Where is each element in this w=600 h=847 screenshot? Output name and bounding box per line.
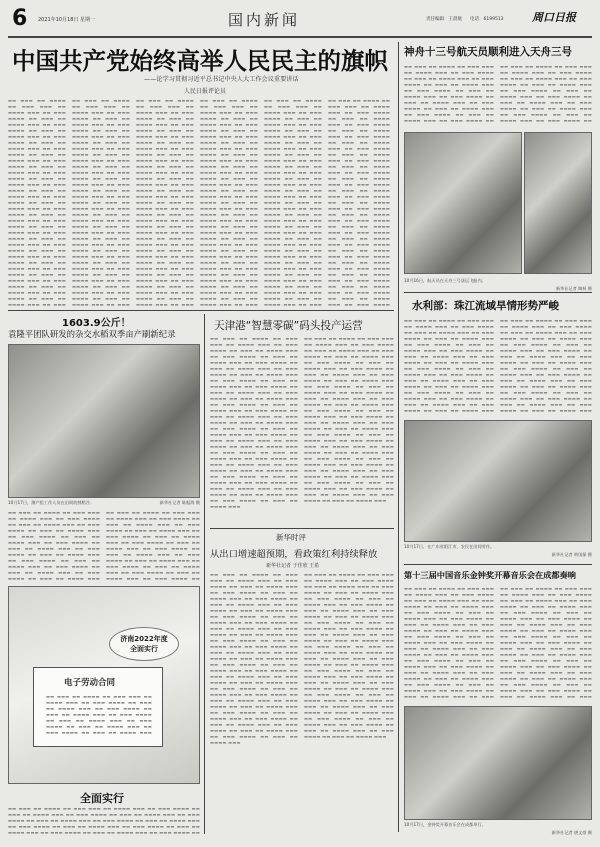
shenzhou-headline: 神舟十三号航天员顺利进入天舟三号	[404, 46, 572, 58]
irrigation-article	[404, 296, 592, 562]
lead-body-col-1	[8, 98, 66, 306]
music-byline: 新华社记者 唐文豪 摄	[551, 830, 592, 835]
commentary-headline: 从出口增速超预期，看政策红利持续释放	[210, 549, 378, 560]
lead-subheadline: ——论学习贯彻习近平总书记中央人大工作会议重要讲话	[144, 76, 299, 83]
commentary-byline: 新华社记者 于佳欣 王希	[266, 563, 320, 569]
shenzhou-photo-right	[524, 132, 592, 274]
rice-kicker: 1603.9公斤！	[62, 318, 131, 329]
editor-phone: 电话：6199513	[470, 17, 504, 22]
shenzhou-byline: 新华社记者 陶柯 摄	[555, 286, 592, 291]
irrigation-headline: 水利部：珠江流域旱情形势严峻	[412, 300, 559, 312]
lead-bottom-rule	[8, 310, 394, 311]
rice-article	[8, 314, 200, 582]
page-number: 6	[12, 6, 28, 31]
lead-body-col-2	[72, 98, 130, 306]
rice-body-right	[106, 510, 200, 580]
labor-illustration	[8, 586, 200, 784]
lead-headline: 中国共产党始终高举人民民主的旗帜	[12, 47, 388, 75]
irrigation-photo	[404, 420, 592, 542]
page-header	[0, 0, 600, 38]
labor-body	[8, 806, 200, 834]
music-body-left	[404, 586, 494, 702]
music-photo	[404, 706, 592, 820]
irrigation-body-right	[500, 318, 592, 416]
labor-contract-card	[33, 667, 163, 747]
rice-headline: 袁隆平团队研发的杂交水稻双季亩产刷新纪录	[8, 329, 176, 339]
labor-banner	[109, 627, 179, 661]
commentary-body-left	[210, 572, 298, 834]
shenzhou-article	[404, 42, 592, 294]
tianjin-article	[210, 316, 394, 526]
music-caption: 10月17日，金钟奖开幕音乐会在成都举行。	[404, 822, 486, 827]
music-headline: 第十三届中国音乐金钟奖开幕音乐会在成都奏响	[404, 570, 576, 580]
rice-caption: 10月17日，测产组工作人员在田间收割稻谷。	[8, 500, 95, 505]
right-rule-1	[404, 292, 592, 293]
rice-photo	[8, 344, 200, 498]
music-body-right	[500, 586, 592, 702]
lead-body-col-6	[328, 98, 390, 306]
shenzhou-photo-left	[404, 132, 522, 274]
shenzhou-body-left	[404, 64, 494, 126]
labor-contract-lines	[46, 694, 152, 738]
irrigation-body-left	[404, 318, 494, 416]
vertical-divider	[398, 42, 399, 832]
issue-date: 2021年10月18日 星期一	[38, 17, 96, 23]
lead-byline: 人民日报评论员	[184, 88, 227, 95]
shenzhou-body-right	[500, 64, 592, 126]
lead-article	[8, 42, 394, 308]
labor-headline: 全面实行	[80, 792, 124, 805]
right-rule-2	[404, 564, 592, 565]
section-title: 国内新闻	[228, 11, 301, 29]
tianjin-headline: 天津港“智慧零碳”码头投产运营	[214, 320, 363, 332]
music-article	[404, 568, 592, 840]
irrigation-byline: 新华社记者 黄国保 摄	[551, 552, 592, 557]
commentary-article	[210, 532, 394, 836]
lead-body-col-4	[200, 98, 258, 306]
commentary-kicker: 新华时评	[276, 533, 306, 542]
masthead-logo: 周口日报	[532, 11, 576, 24]
labor-article	[8, 586, 200, 836]
rice-byline: 新华社记者 陈振海 摄	[159, 500, 200, 505]
irrigation-caption: 10月17日，在广东省阳江市，农民在田间劳作。	[404, 544, 495, 549]
tianjin-bottom-rule	[210, 528, 394, 529]
labor-contract-label: 电子劳动合同	[64, 678, 116, 688]
tianjin-body-left	[210, 336, 298, 526]
shenzhou-caption: 10月16日，航天员在天舟三号货运飞船内。	[404, 278, 486, 283]
labor-banner-line-1: 济南2022年度	[120, 635, 168, 643]
commentary-body-right	[304, 572, 394, 834]
lead-body-col-3	[136, 98, 194, 306]
rice-body-left	[8, 510, 100, 580]
lead-body-col-5	[264, 98, 322, 306]
labor-banner-line-2: 全面实行	[130, 645, 158, 653]
tianjin-body-right	[304, 336, 394, 526]
middle-vertical-rule	[204, 314, 205, 834]
editor-name: 责任编辑：王晨航	[426, 17, 462, 22]
header-rule	[8, 36, 592, 38]
